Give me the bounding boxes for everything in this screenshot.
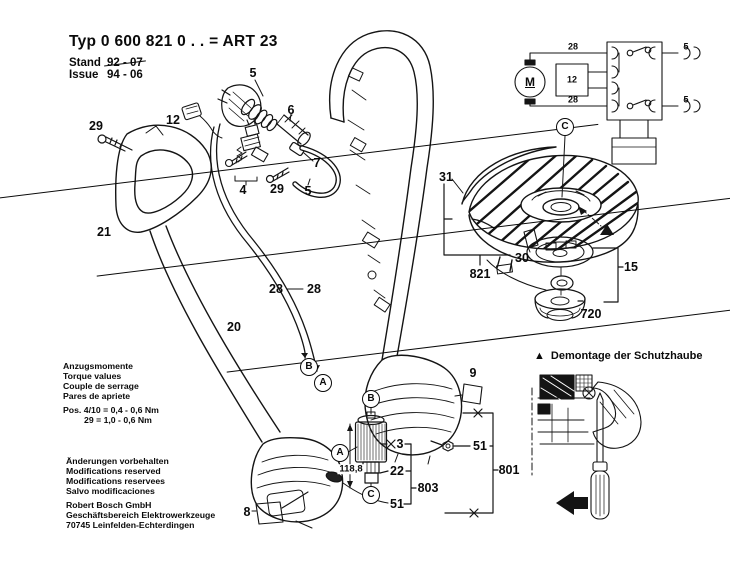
ref-marker-c-guard: C: [556, 118, 574, 136]
part-label-5-plug: 5: [249, 65, 257, 80]
dimension-label-118-8: 118,8: [339, 463, 363, 475]
part-label-4: 4: [239, 182, 247, 197]
part-label-5-cord: 5: [304, 183, 312, 198]
demontage-title: Demontage der Schutzhaube: [550, 350, 703, 362]
demontage-illustration: [532, 375, 641, 519]
circuit-wire-bottom-label: 28: [567, 94, 579, 105]
torque-note: [63, 361, 159, 425]
circuit-wire-top-label: 28: [567, 41, 579, 52]
circuit-diagram-drawing: [515, 42, 700, 164]
middle-body-drawing: [330, 31, 462, 464]
warning-triangle-icon: ▲: [534, 350, 545, 362]
ref-marker-b-cable: B: [300, 358, 318, 376]
part-label-4-10: [0, 163, 598, 176]
part-label-28-right: 28: [307, 281, 321, 296]
issue-value: 94 - 06: [107, 69, 143, 82]
company-line: Robert Bosch GmbH: [66, 500, 152, 510]
torque-line: Anzugsmomente: [63, 361, 133, 371]
part-label-720: 720: [580, 306, 602, 321]
circuit-terminal-top-label: 5: [683, 41, 689, 52]
ref-marker-c-motor: C: [362, 486, 380, 504]
part-label-8: 8: [243, 504, 251, 519]
spool-drawing: [487, 237, 593, 321]
circuit-module-label: 12: [566, 74, 578, 85]
part-label-15: 15: [624, 259, 638, 274]
footer-line: Salvo modificaciones: [66, 486, 155, 496]
stand-label: Stand: [69, 57, 101, 69]
issue-label: Issue: [69, 69, 99, 82]
footer-line: Modifications reserved: [66, 466, 161, 476]
ref-marker-a-cable: A: [314, 374, 332, 392]
part-label-9: 9: [469, 365, 477, 380]
footer-note: [66, 456, 215, 530]
part-label-30: 30: [515, 250, 529, 265]
part-label-803: 803: [417, 480, 439, 495]
part-label-801: 801: [498, 462, 520, 477]
company-line: 70745 Leinfelden-Echterdingen: [66, 520, 195, 530]
ref-marker-b-motor: B: [362, 390, 380, 408]
part-label-21: 21: [97, 225, 730, 238]
part-label-51-right: 51: [473, 438, 487, 453]
part-label-28-left: 28: [269, 281, 283, 296]
torque-line: Couple de serrage: [63, 381, 139, 391]
torque-line: Pares de apriete: [63, 391, 131, 401]
type-title: Typ 0 600 821 0 . . = ART 23: [69, 33, 278, 50]
title-block: [69, 33, 278, 81]
stand-value: 92 - 07: [107, 57, 143, 69]
circuit-terminal-bottom-label: 5: [683, 94, 689, 105]
company-line: Geschäftsbereich Elektrowerkzeuge: [66, 510, 216, 520]
circuit-motor-label: M: [525, 75, 535, 89]
ref-marker-a-motor: A: [331, 444, 349, 462]
guard-drawing: [452, 136, 642, 274]
part-label-29-handle: 29: [89, 118, 103, 133]
part-label-20: 20: [227, 321, 730, 334]
torque-pos-line: Pos. 4/10 = 0,4 - 0,6 Nm: [63, 405, 159, 415]
footer-line: Änderungen vorbehalten: [66, 456, 169, 466]
part-label-31: 31: [439, 169, 453, 184]
part-label-821: 821: [469, 266, 491, 281]
part-label-6: 6: [287, 102, 295, 117]
part-label-29-switch: 29: [270, 181, 284, 196]
part-label-51-bottom: 51: [390, 496, 404, 511]
part-label-7: 7: [313, 155, 321, 170]
footer-line: Modifications reservees: [66, 476, 165, 486]
demontage-header: [534, 350, 702, 362]
part-label-3: 3: [396, 436, 404, 451]
part-label-12: 12: [166, 112, 180, 127]
torque-pos-line: 29 = 1,0 - 0,6 Nm: [84, 415, 152, 425]
part-label-22: 22: [390, 463, 404, 478]
torque-line: Torque values: [63, 371, 122, 381]
